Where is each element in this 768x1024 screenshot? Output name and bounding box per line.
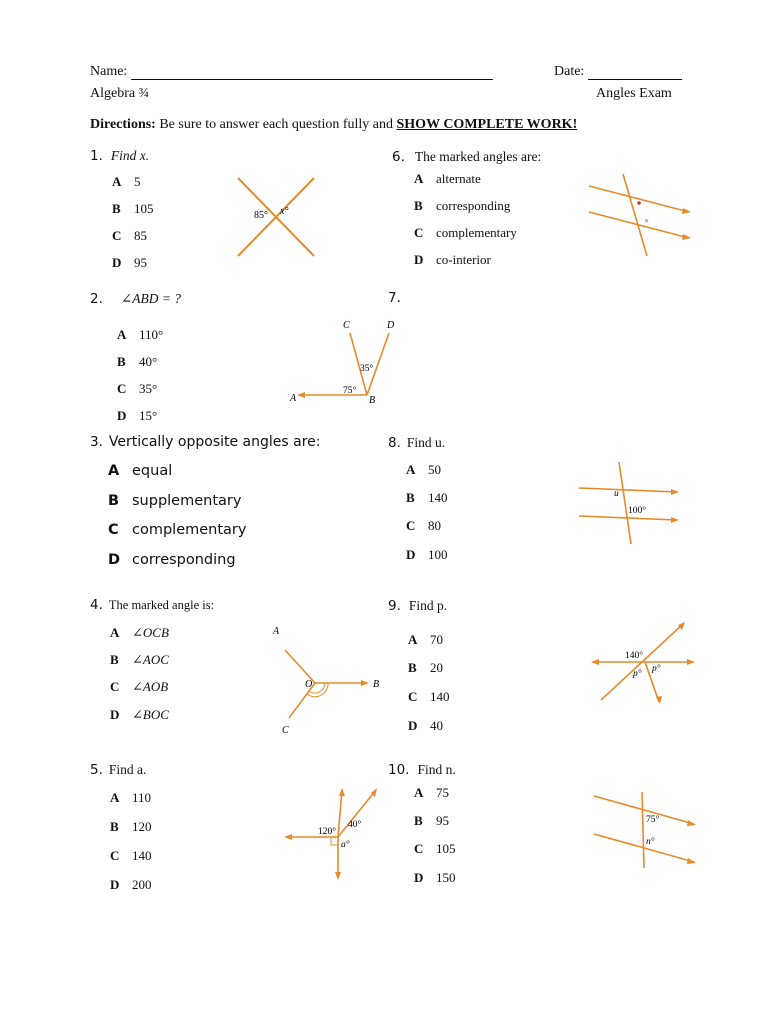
arrow-up: [339, 788, 345, 796]
label-d: D: [387, 320, 395, 331]
q10-option-b[interactable]: B 95: [414, 813, 449, 828]
question-prompt: The marked angles are:: [414, 149, 542, 164]
q5-figure: [280, 782, 385, 882]
label-a: A: [290, 393, 297, 404]
q5-option-c[interactable]: C 140: [110, 848, 152, 863]
question-prompt: Find x.: [110, 148, 150, 163]
question-number: 10.: [388, 762, 410, 778]
question-prompt: Find n.: [417, 762, 456, 777]
question-prompt: Find p.: [408, 598, 448, 613]
question-number: 1.: [90, 148, 103, 164]
question-number: 9.: [388, 598, 401, 614]
directions: [90, 117, 577, 133]
q6-option-c[interactable]: C complementary: [414, 225, 517, 240]
q9-option-b[interactable]: B 20: [408, 660, 443, 675]
question-number: 4.: [90, 597, 103, 613]
q8-figure: [575, 458, 685, 548]
transversal: [619, 462, 631, 544]
course-title: Algebra ¾: [90, 86, 150, 101]
q3-option-d[interactable]: D corresponding: [108, 552, 236, 568]
q4-option-a[interactable]: A ∠OCB: [110, 625, 169, 640]
question-prompt: Vertically opposite angles are:: [108, 434, 321, 450]
parallel-line-1: [589, 186, 689, 212]
parallel-line-1: [579, 488, 677, 492]
q5-option-b[interactable]: B 120: [110, 819, 152, 834]
question-number: 8.: [388, 435, 401, 451]
angle-label-40: 40°: [348, 820, 362, 830]
exam-title: Angles Exam: [596, 86, 672, 101]
question-number: 2.: [90, 291, 103, 307]
angle-marker-dot: [637, 201, 641, 205]
q1-option-d[interactable]: D 95: [112, 255, 147, 270]
q4-figure: [265, 620, 385, 740]
angle-label-120: 120°: [318, 827, 337, 837]
transversal: [642, 792, 644, 868]
name-blank[interactable]: [131, 65, 493, 80]
question-prompt: The marked angle is:: [108, 598, 215, 612]
q4-option-d[interactable]: D ∠BOC: [110, 707, 169, 722]
label-c: C: [343, 320, 350, 331]
arrow-1: [682, 208, 691, 214]
question-1: [90, 147, 149, 165]
q10-option-c[interactable]: C 105: [414, 841, 456, 856]
q5-option-d[interactable]: D 200: [110, 877, 152, 892]
angle-label-75: 75°: [646, 815, 660, 825]
q1-figure: [230, 170, 322, 262]
q10-figure: [590, 788, 702, 870]
question-9: [388, 597, 447, 615]
arrow-diag: [678, 622, 685, 630]
date-blank[interactable]: [588, 65, 682, 80]
question-4: [90, 596, 214, 614]
arrow-down: [335, 872, 341, 880]
arrow-down: [656, 696, 662, 704]
label-b: B: [369, 395, 376, 406]
angle-label-u: u: [614, 489, 619, 499]
arrow-1: [671, 489, 679, 495]
date-label: Date:: [554, 64, 585, 79]
question-number: 7.: [388, 290, 401, 306]
q6-option-a[interactable]: A alternate: [414, 171, 481, 186]
label-c: C: [282, 725, 289, 736]
angle-label-a: a°: [341, 840, 350, 850]
label-o: O: [305, 679, 313, 690]
q2-option-d[interactable]: D 15°: [117, 408, 158, 423]
question-2: [90, 290, 181, 308]
q10-option-a[interactable]: A 75: [414, 785, 449, 800]
name-field: [90, 64, 493, 80]
question-3: [90, 433, 321, 451]
q9-option-a[interactable]: A 70: [408, 632, 443, 647]
question-8: [388, 434, 445, 452]
question-prompt: Find u.: [406, 435, 446, 450]
ray-up: [338, 790, 342, 837]
directions-label: Directions:: [90, 117, 156, 132]
arrow-b: [361, 680, 369, 686]
arrow-2: [682, 234, 691, 240]
directions-emphasis: SHOW COMPLETE WORK!: [396, 117, 578, 132]
transversal: [623, 174, 650, 256]
question-5: [90, 761, 146, 779]
q6-option-d[interactable]: D co-interior: [414, 252, 491, 267]
q8-option-d[interactable]: D 100: [406, 547, 448, 562]
arrow-1: [687, 820, 696, 826]
name-label: Name:: [90, 64, 128, 79]
label-b: B: [373, 679, 380, 690]
angle-marker-x: ×: [644, 216, 650, 226]
angle-label-x: x°: [280, 206, 289, 217]
angle-label-100: 100°: [628, 506, 647, 516]
angle-label-n: n°: [646, 837, 655, 847]
angle-label-85: 85°: [254, 210, 268, 221]
q5-option-a[interactable]: A 110: [110, 790, 152, 805]
angle-label-140: 140°: [625, 651, 644, 661]
directions-text: Be sure to answer each question fully and: [159, 117, 393, 132]
question-number: 6.: [392, 149, 405, 165]
q1-option-b[interactable]: B 105: [112, 201, 154, 216]
parallel-line-1: [594, 796, 694, 824]
q6-figure: [585, 170, 697, 260]
question-prompt: Find a.: [108, 762, 147, 777]
question-6: [392, 148, 541, 166]
arrow-2: [687, 858, 696, 864]
q1-option-c[interactable]: C 85: [112, 228, 147, 243]
right-angle-mark: [331, 837, 338, 845]
q2-option-b[interactable]: B 40°: [117, 354, 158, 369]
angle-label-p2: p°: [652, 664, 661, 674]
q9-option-c[interactable]: C 140: [408, 689, 450, 704]
question-prompt: ∠ABD = ?: [120, 291, 182, 306]
label-a: A: [273, 626, 280, 637]
arrow-a: [297, 392, 305, 398]
q4-option-c[interactable]: C ∠AOB: [110, 679, 169, 694]
q2-figure: [285, 313, 410, 408]
question-number: 3.: [90, 434, 103, 450]
arrow-right: [687, 659, 695, 665]
arrow-left: [284, 834, 292, 840]
q6-option-b[interactable]: B corresponding: [414, 198, 511, 213]
q8-option-c[interactable]: C 80: [406, 518, 441, 533]
q3-option-c[interactable]: C complementary: [108, 522, 247, 538]
q2-option-a[interactable]: A 110°: [117, 327, 164, 342]
question-number: 5.: [90, 762, 103, 778]
q9-figure: [585, 620, 700, 710]
q8-option-b[interactable]: B 140: [406, 490, 448, 505]
angle-label-75: 75°: [343, 386, 357, 396]
angle-label-35: 35°: [360, 364, 374, 374]
q1-option-a[interactable]: A 5: [112, 174, 141, 189]
arrow-left: [591, 659, 599, 665]
q10-option-d[interactable]: D 150: [414, 870, 456, 885]
arrow-2: [671, 517, 679, 523]
question-10: [388, 761, 456, 779]
q4-option-b[interactable]: B ∠AOC: [110, 652, 169, 667]
q3-option-a[interactable]: A equal: [108, 463, 173, 479]
q9-option-d[interactable]: D 40: [408, 718, 443, 733]
q8-option-a[interactable]: A 50: [406, 462, 441, 477]
question-7: [388, 289, 401, 307]
parallel-line-2: [589, 212, 689, 238]
q3-option-b[interactable]: B supplementary: [108, 493, 242, 509]
q2-option-c[interactable]: C 35°: [117, 381, 158, 396]
date-field: [554, 64, 682, 80]
angle-label-p1: p°: [633, 669, 642, 679]
